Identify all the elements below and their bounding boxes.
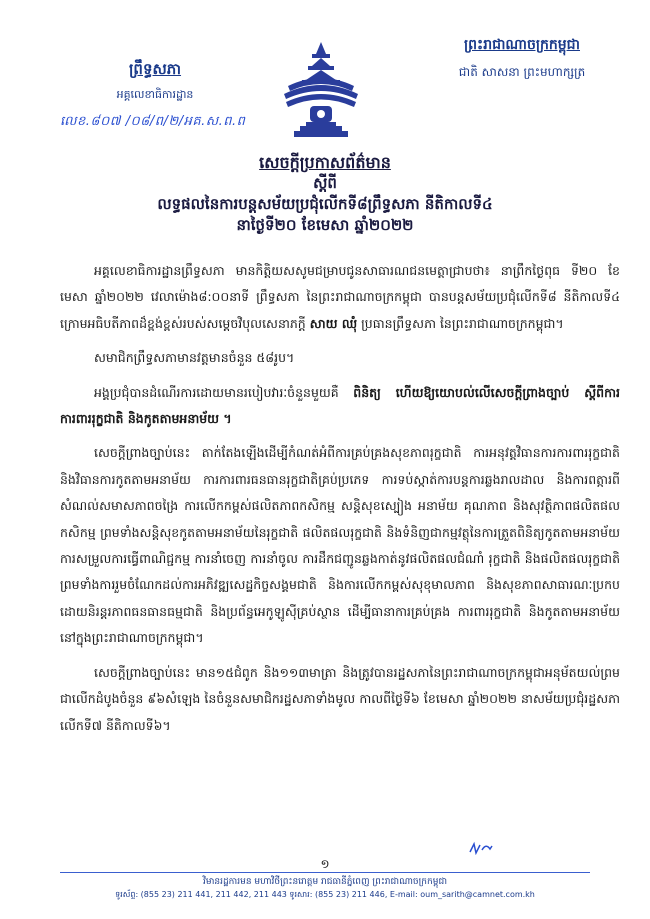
sub-issuer-name: អគ្គលេខាធិការដ្ឋាន — [116, 88, 194, 101]
national-motto: ជាតិ សាសនា ព្រះមហាក្សត្រ — [458, 65, 586, 79]
senate-emblem-icon — [282, 40, 360, 140]
page-number: ១ — [320, 857, 330, 871]
paragraph-4: សេចក្តីព្រាងច្បាប់នេះ តាក់តែងឡើងដើម្បីកំណត់អំពីការគ្រប់គ្រងសុខភាពរុក្ខជាតិ ការអនុវត្តវិធានការការពាររុក្ខជាតិ និងវិធានការកូតតាមអនាម័យ ការការពារធនធានរុក្ខជាតិគ្រប់ប្រភេទ ការទប់ស្កាត់ការបន្តការឆ្លងរាលដាល និងការពត្ការពីសំណល់សមាសភាពចង្រៃ ការលើកកម្ពស់ផលិតភាពកសិកម្ម សន្តិសុខស្បៀង អនាម័យ គុណភាព និងសុវត្ថិភាពផលិតផលកសិកម្ម ព្រមទាំងសន្តិសុខកូតតាមអនាម័យនៃរុក្ខជាតិ ផលិតផលរុក្ខជាតិ និងទំនិញជាកម្មវត្ថុនៃការត្រួតពិនិត្យកូតតាមអនាម័យ ការសម្រួលការធ្វើពាណិជ្ជកម្ម ការនាំចេញ ការនាំចូល ការដឹកជញ្ជូនឆ្លងកាត់នូវផលិតផលជំណាំ រុក្ខជាតិ និងផលិតផលរុក្ខជាតិ ព្រមទាំងការរួមចំណែកដល់ការអភិវឌ្ឍសេដ្ឋកិច្ចសង្គមជាតិ និងការលើកកម្ពស់សុខុមាលភាព និងសុខភាពសាធារណៈប្រកបដោយនិរន្តរភាពធនធានធម្មជាតិ និងប្រព័ន្ធអេកូឡូស៊ីគ្រប់ស្ថាន ដើម្បីធានាការគ្រប់គ្រង ការពាររុក្ខជាតិ និងកូតតាមអនាម័យនៅក្នុងព្រះរាជាណាចក្រកម្ពុជា។ — [60, 445, 620, 646]
title-line-1: សេចក្តីប្រកាសព័ត៌មាន — [259, 153, 391, 172]
footer-divider — [60, 872, 590, 873]
reference-number: លេខ.៨០៧ /០៨/ព/២/អគ.ស.ព.ព — [60, 114, 246, 129]
kingdom-name: ព្រះរាជាណាចក្រកម្ពុជា — [463, 37, 580, 53]
president-name: សាយ ឈុំ — [309, 315, 358, 331]
document-body — [60, 258, 620, 739]
paragraph-1-end: ប្រធានព្រឹទ្ធសភា នៃព្រះរាជាណាចក្រកម្ពុជា។ — [357, 315, 564, 331]
footer-address: វិមានរដ្ឋការមន មហាវិថីព្រះនរោត្តម រាជធានីភ្នំពេញ ព្រះរាជាណាចក្រកម្ពុជា — [202, 877, 448, 887]
document-title — [60, 152, 590, 236]
issuer-block — [55, 60, 255, 104]
footer — [60, 875, 590, 901]
title-line-3: លទ្ធផលនៃការបន្តសម័យប្រជុំលើកទី៨ព្រឹទ្ធសភា នីតិកាលទី៤ — [157, 195, 493, 213]
paragraph-5: សេចក្តីព្រាងច្បាប់នេះ មាន១៥ជំពូក និង១១៣មាត្រា និងត្រូវបានរដ្ឋសភានៃព្រះរាជាណាចក្រកម្ពុជាអនុម័តយល់ព្រមជាលើកដំបូងចំនួន ៩៦សំឡេង នៃចំនួនសមាជិករដ្ឋសភាទាំងមូល កាលពីថ្ងៃទី៦ ខែមេសា ឆ្នាំ២០២២ នាសម័យប្រជុំរដ្ឋសភាលើកទី៧ នីតិកាលទី៦។ — [60, 664, 620, 733]
agenda-item: ពិនិត្យ ហើយឱ្យយោបល់លើសេចក្តីព្រាងច្បាប់ ស្តីពីការការពាររុក្ខជាតិ និងកូតតាមអនាម័យ ។ — [60, 384, 620, 427]
footer-contact: ទូរស័ព្ទ: (855 23) 211 441, 211 442, 211 443 ទូរសារ: (855 23) 211 446, E-mail: oum_sarith@camnet.com.kh — [115, 890, 535, 899]
paragraph-2: សមាជិកព្រឹទ្ធសភាមានវត្តមានចំនួន ៥៨រូប។ — [94, 350, 295, 366]
title-line-2: ស្តីពី — [313, 174, 337, 192]
paragraph-1 — [60, 258, 620, 337]
paragraph-3-text: អង្គប្រជុំបានដំណើរការដោយមានរបៀបវារៈចំនួនមួយគឺ — [94, 384, 354, 400]
kingdom-block — [432, 35, 612, 82]
title-line-4: នាថ្ងៃទី២០ ខែមេសា ឆ្នាំ២០២២ — [236, 216, 414, 234]
paragraph-1-text: អគ្គលេខាធិការដ្ឋានព្រឹទ្ធសភា មានកិត្តិយសសូមជម្រាបជូនសាធារណជនមេត្តាជ្រាបថា៖ នាព្រឹកថ្ងៃពុធ ទី២០ ខែមេសា ឆ្នាំ២០២២ វេលាម៉ោង៨:០០នាទី ព្រឹទ្ធសភា នៃព្រះរាជាណាចក្រកម្ពុជា បានបន្តសម័យប្រជុំលើកទី៨ នីតិកាលទី៤ ក្រោមអធិបតីភាពដ៏ខ្ពង់ខ្ពស់របស់សម្តេចវិបុលសេនាភក្តី — [60, 263, 620, 331]
issuer-name: ព្រឹទ្ធសភា — [128, 60, 182, 78]
initials-mark-icon — [468, 841, 494, 855]
paragraph-3 — [60, 380, 620, 433]
